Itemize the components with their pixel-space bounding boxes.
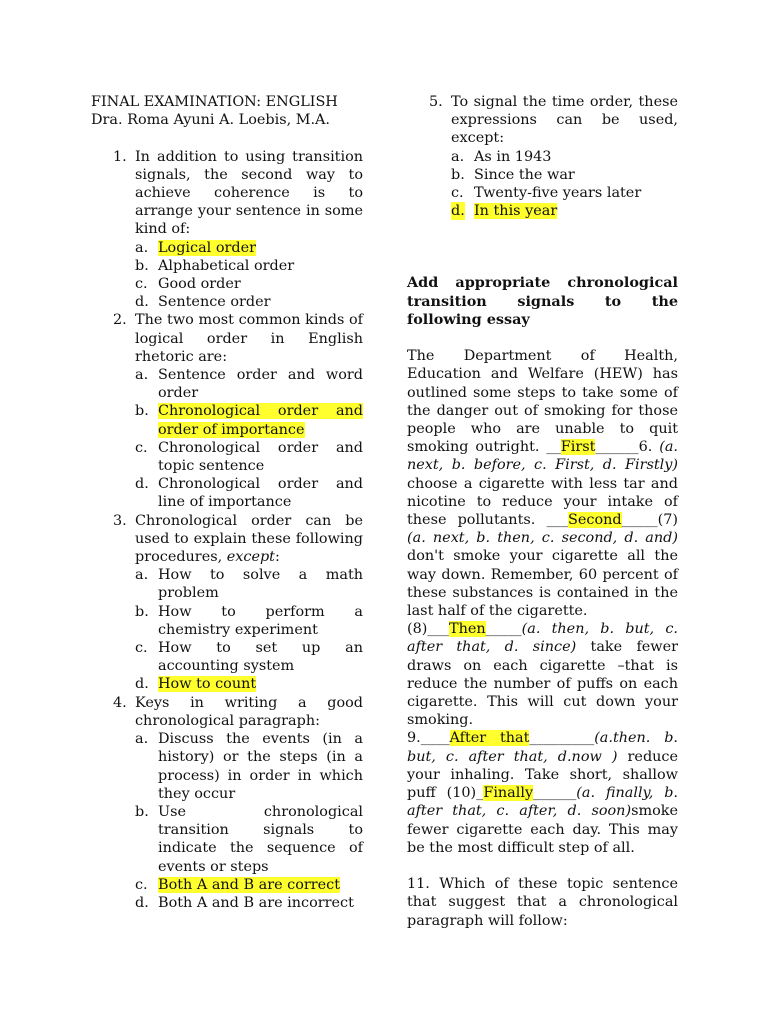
question-2 <box>91 311 363 511</box>
choices-6: (a. next, b. before, c. First, d. Firstly) <box>407 439 679 474</box>
option-c: c. Good order <box>135 276 241 293</box>
selected-answer: How to count <box>158 676 257 693</box>
exam-title: FINAL EXAMINATION: ENGLISH <box>91 94 338 110</box>
question-number: 11. <box>407 876 430 893</box>
selected-answer: Both A and B are correct <box>158 876 341 893</box>
option-d: d. Sentence order <box>135 294 271 311</box>
option-d: d. How to count <box>135 676 257 693</box>
question-text: Which of these topic sentence that suggest that a chronological paragraph will follow: <box>407 876 678 929</box>
question-text: The two most common kinds of logical order in English rhetoric are: <box>135 312 363 365</box>
blank-10: (10)_Finally______ <box>446 785 577 802</box>
option-list <box>135 730 363 912</box>
option-c: c. Twenty-five years later <box>451 185 642 202</box>
option-b: b. How to perform a chemistry experiment <box>135 603 363 638</box>
choices-10: (a. finally, b. after that, c. after, d. soon) <box>407 785 678 820</box>
blank-8: (8)___Then_____ <box>407 621 522 638</box>
question-text: Keys in writing a good chronological paragraph: <box>135 694 363 729</box>
blank-answer: Then <box>448 621 486 638</box>
blank-answer: First <box>560 439 596 456</box>
option-b: b. Alphabetical order <box>135 257 295 274</box>
essay-paragraph: The Department of Health, Education and Welfare (HEW) has outlined some steps to take some of the danger out of smoking for those people who are unable to quit smoking outright. __First______6. (a. next, b. before, c. First, d. Firstly) choose a cigarette with less tar and nicotine to reduce your intake of these pollutants. ___Second_____(7) (a. next, b. then, c. second, d. and) don't smoke your cigarette all the way down. Remember, 60 percent of these substances is contained in the last half of the cigarette. (8)___Then_____(a. then, b. but, c. after that, d. since) take fewer draws on each cigarette –that is reduce the number of puffs on each cigarette. This will cut down your smoking. 9.____After that_________(a.then. b. but, c. after that, d.now ) reduce your inhaling. Take short, shallow puff (10)_Finally______(a. finally, b. after that, c. after, d. soon)smoke fewer cigarette each day. This may be the most difficult step of all. <box>407 348 679 856</box>
option-d: d. Chronological order and line of importance <box>135 476 363 511</box>
question-1 <box>91 148 363 312</box>
option-c: c. Chronological order and topic sentence <box>135 439 363 475</box>
choices-9: (a.then. b. but, c. after that, d.now ) <box>407 730 678 765</box>
question-5 <box>407 93 678 220</box>
option-a: a. As in 1943 <box>451 148 552 165</box>
option-list <box>135 239 363 312</box>
option-a: a. Discuss the events (in a history) or the steps (in a process) in order in which they occur <box>135 731 363 802</box>
question-number: 4. <box>113 694 127 711</box>
question-text: In addition to using transition signals, the second way to achieve coherence is to arrange your sentence in some kind of: <box>135 148 363 238</box>
option-b: b. Since the war <box>451 166 575 183</box>
selected-answer: In this year <box>474 203 558 220</box>
question-number: 2. <box>113 312 127 329</box>
choices-7: (a. next, b. then, c. second, d. and) <box>407 530 678 547</box>
selected-answer: Logical order <box>158 239 257 256</box>
question-number: 1. <box>113 148 127 165</box>
option-a: a. Sentence order and word order <box>135 367 363 402</box>
exam-author: Dra. Roma Ayuni A. Loebis, M.A. <box>91 112 330 129</box>
right-column <box>407 93 678 930</box>
question-number: 5. <box>429 94 443 110</box>
option-b: b. Use chronological transition signals to indicate the sequence of events or steps <box>135 803 363 875</box>
option-a: a. How to solve a math problem <box>135 567 363 602</box>
option-b: b. Chronological order and order of importance <box>135 403 363 438</box>
question-4 <box>91 694 363 912</box>
blank-9: 9.____After that_________ <box>407 730 595 747</box>
blank-answer: Finally <box>483 785 534 802</box>
question-list-left <box>91 148 363 913</box>
choices-8: (a. then, b. but, c. after that, d. since) <box>407 621 678 656</box>
blank-answer: Second <box>568 512 622 529</box>
option-list <box>135 566 363 693</box>
option-c: c. How to set up an accounting system <box>135 640 363 675</box>
option-list <box>451 148 678 221</box>
blank-7: ___Second_____(7) <box>546 512 678 529</box>
question-text: Chronological order can be used to explain these following procedures, except: <box>135 512 363 566</box>
exam-header <box>91 93 363 129</box>
section-heading: Add appropriate chronological transition signals to the following essay <box>407 274 678 328</box>
blank-6: __First______6. <box>546 439 653 456</box>
option-list <box>135 366 363 512</box>
selected-answer: Chronological order and order of importance <box>158 403 363 438</box>
blank-answer: After that <box>449 730 530 747</box>
question-number: 3. <box>113 512 127 529</box>
question-3 <box>91 512 363 694</box>
question-list-right <box>407 93 678 220</box>
option-a: a. Logical order <box>135 239 257 256</box>
left-column <box>91 93 363 912</box>
option-c: c. Both A and B are correct <box>135 876 341 893</box>
emphasis-except: except <box>226 549 275 566</box>
question-11 <box>407 875 678 930</box>
option-d: d. In this year <box>451 203 558 220</box>
option-d: d. Both A and B are incorrect <box>135 894 354 911</box>
question-text: To signal the time order, these expressions can be used, except: <box>451 94 678 147</box>
